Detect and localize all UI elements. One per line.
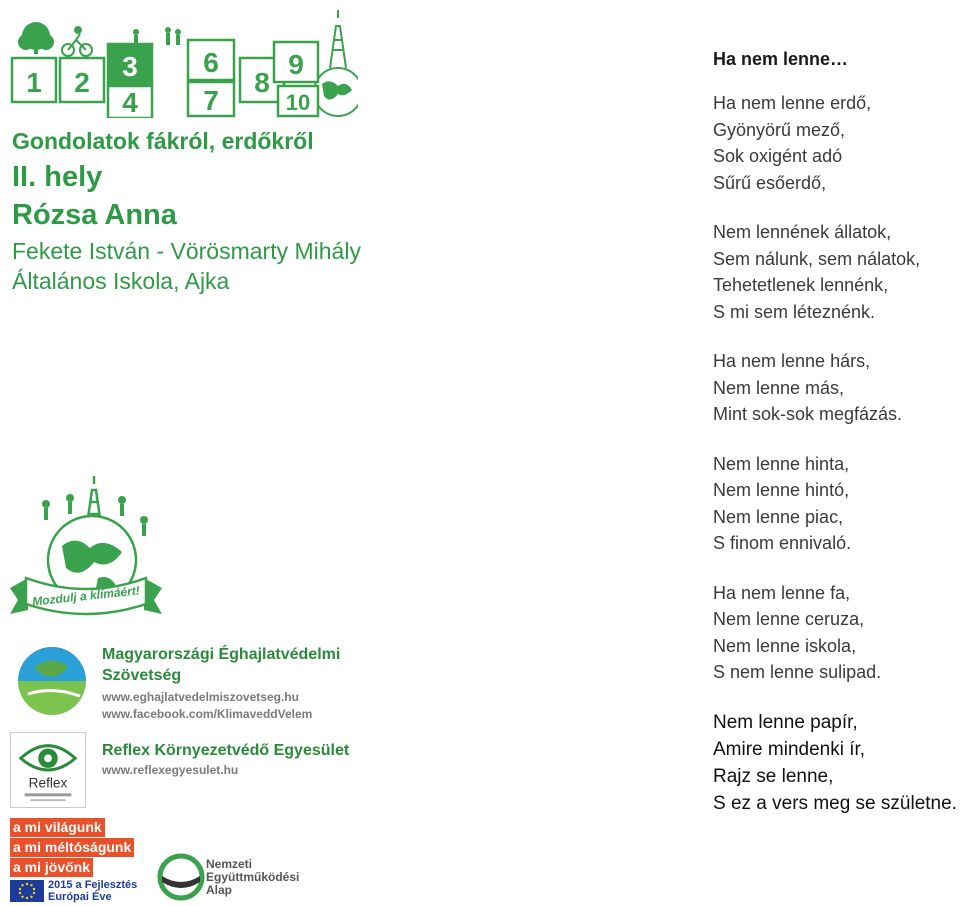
eu-flag-icon	[10, 880, 44, 902]
logo-digit: 4	[122, 87, 138, 118]
title-block	[12, 126, 382, 296]
eu-text-line: Európai Éve	[48, 891, 112, 903]
org-name: Szövetség	[102, 667, 182, 684]
climate-campaign-logo	[6, 474, 166, 626]
slogan-line	[10, 838, 140, 857]
nea-logo	[156, 852, 206, 902]
eu-year-text	[48, 879, 137, 903]
numbers-logo	[8, 6, 358, 118]
poem-line: Nem lenne hinta,	[713, 453, 850, 474]
org-website-link[interactable]: www.reflexegyesulet.hu	[102, 763, 239, 777]
poem-line: S finom ennivaló.	[713, 533, 852, 553]
mesz-globe-logo	[10, 644, 94, 718]
nea-text-line: Együttműködési	[206, 870, 300, 884]
logo-digit: 1	[26, 67, 42, 98]
poem-stanza	[713, 219, 958, 325]
poem-line: Gyönyörű mező,	[713, 119, 846, 140]
logo-digit: 8	[254, 67, 270, 98]
eu-text-line: 2015 a Fejlesztés	[48, 879, 138, 891]
poem-line: Ha nem lenne erdő,	[713, 93, 872, 113]
eiffel-tower-icon	[330, 10, 346, 68]
competition-topic: Gondolatok fákról, erdőkről	[12, 128, 314, 154]
poem-line: Nem lenne papír,	[713, 711, 858, 733]
poem-stanza	[713, 348, 958, 428]
poem-line: Sok oxigént adó	[713, 146, 843, 166]
poem-line: S mi sem léteznénk.	[713, 301, 876, 322]
poem-stanza	[713, 90, 958, 196]
organisation-mesz	[102, 644, 362, 723]
org-name: Reflex Környezetvédő Egyesület	[102, 742, 350, 759]
people-icon	[133, 27, 181, 45]
reflex-logo-text: Reflex	[28, 775, 68, 791]
reflex-logo	[10, 732, 86, 808]
slogan-text: a mi jövőnk	[10, 858, 93, 877]
poem-line: S nem lenne sulipad.	[713, 662, 882, 682]
poem-line: S ez a vers meg se születne.	[713, 792, 957, 814]
slogan-text: a mi világunk	[10, 818, 105, 837]
nea-text-line: Nemzeti	[206, 857, 253, 871]
placement: II. hely	[12, 161, 103, 193]
logo-digit: 3	[122, 51, 138, 82]
globe-icon	[314, 68, 358, 116]
org-name: Magyarországi Éghajlatvédelmi	[102, 646, 341, 663]
slogan-text: a mi méltóságunk	[10, 838, 134, 857]
slogan-line	[10, 858, 140, 877]
org-website-link[interactable]: www.eghajlatvedelmiszovetseg.hu	[102, 690, 299, 704]
poem-line: Nem lenne más,	[713, 377, 845, 398]
logo-digit: 10	[285, 90, 311, 115]
poem-line: Nem lenne hintó,	[713, 480, 850, 500]
poem-title: Ha nem lenne…	[713, 49, 849, 69]
poem-line: Nem lennének állatok,	[713, 222, 892, 242]
organisation-reflex	[102, 740, 362, 779]
poem-line: Amire mindenki ír,	[713, 738, 866, 760]
poem-line: Tehetetlenek lennénk,	[713, 275, 889, 295]
poem-line: Nem lenne iskola,	[713, 635, 857, 656]
poem-line: Rajz se lenne,	[713, 765, 834, 787]
slogan-line	[10, 818, 140, 837]
org-facebook-link[interactable]: www.facebook.com/KlimaveddVelem	[102, 707, 313, 721]
school-line: Fekete István - Vörösmarty Mihály	[12, 238, 361, 264]
logo-digit: 6	[203, 47, 219, 78]
school-line: Általános Iskola, Ajka	[12, 268, 230, 294]
nea-name	[206, 858, 299, 897]
nea-text-line: Alap	[206, 883, 233, 897]
poem-line: Mint sok-sok megfázás.	[713, 404, 903, 424]
poem-line: Sem nálunk, sem nálatok,	[713, 248, 921, 269]
banner-text: Mozdulj a klímáért!	[31, 583, 141, 609]
poem-line: Nem lenne piac,	[713, 506, 844, 527]
eye-icon	[21, 746, 76, 770]
logo-digit: 9	[288, 49, 304, 80]
poem-line: Sűrű esőerdő,	[713, 172, 827, 193]
school-name	[12, 236, 382, 296]
poem-line: Ha nem lenne hárs,	[713, 351, 871, 371]
author-name: Rózsa Anna	[12, 199, 177, 231]
bicycle-icon	[62, 27, 92, 56]
tree-icon	[18, 22, 54, 54]
poem-stanza	[713, 709, 958, 817]
logo-digit: 2	[74, 67, 90, 98]
poem-line: Nem lenne ceruza,	[713, 609, 865, 629]
poem	[713, 46, 958, 840]
poem-line: Ha nem lenne fa,	[713, 582, 851, 603]
poem-stanza	[713, 580, 958, 686]
poem-stanza	[713, 451, 958, 557]
logo-digit: 7	[203, 85, 219, 116]
